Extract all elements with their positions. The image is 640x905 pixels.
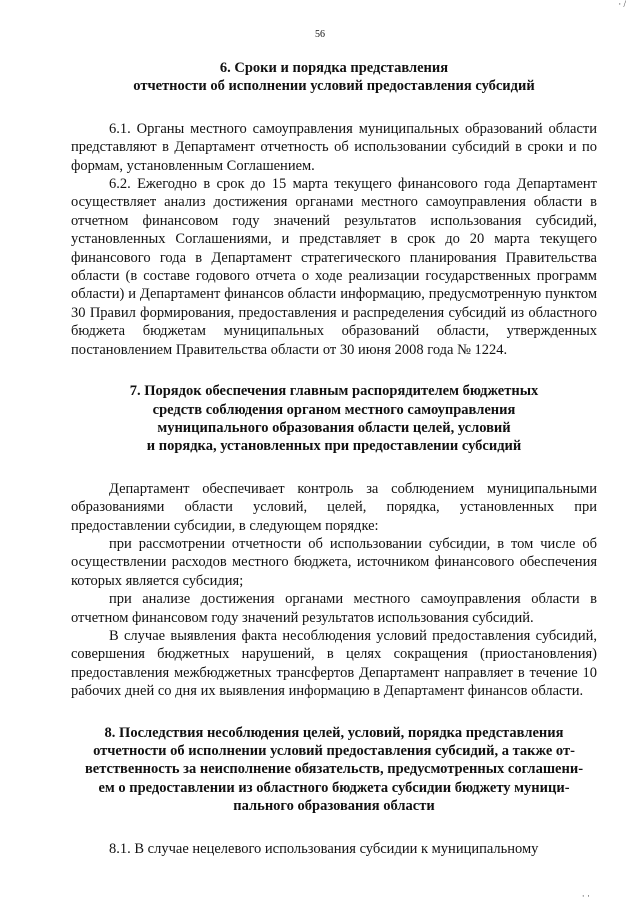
section-6-heading-line: отчетности об исполнении условий предоставления субсидий — [133, 78, 535, 95]
paragraph-7-item-reporting: при рассмотрении отчетности об использовании субсидии, в том числе об осуществлении расходов местного бюджета, источником финансового обеспечения которых является субсидия; — [71, 535, 597, 589]
section-8-heading-line: пального образования области — [233, 798, 435, 815]
section-8-heading-line: отчетности об исполнении условий предоставления субсидий, а также от- — [93, 743, 575, 759]
section-7-heading — [71, 382, 597, 456]
paragraph-7-violations: В случае выявления факта несоблюдения условий предоставления субсидий, совершения бюджетных нарушений, в целях сокращения (приостановления) предоставления межбюджетных трансфертов Департамент направляет в течение 10 рабочих дней со дня их выявления информацию в Департамент финансов области. — [71, 627, 597, 700]
section-8-heading-line: 8. Последствия несоблюдения целей, условий, порядка представления — [104, 724, 564, 741]
paragraph-6-1: 6.1. Органы местного самоуправления муниципальных образований области представляют в Департамент отчетность об использовании субсидий в сроки и по формам, установленным Соглашением. — [71, 120, 597, 174]
document-content — [71, 59, 597, 858]
paragraph-8-1: 8.1. В случае нецелевого использования субсидии к муниципальному — [109, 840, 539, 857]
section-7-heading-line: 7. Порядок обеспечения главным распорядителем бюджетных — [129, 383, 539, 400]
paragraph-6-2: 6.2. Ежегодно в срок до 15 марта текущего финансового года Департамент осуществляет анализ достижения органами местного самоуправления области в отчетном финансовом году значений результатов использования субсидий, установленных Соглашениями, и представляет в срок до 20 марта текущего финансового года в Департамент стратегического планирования Правительства области (в составе годового отчета о ходе реализации государственных программ области) и Департамент финансов области информацию, предусмотренную пунктом 30 Правил формирования, предоставления и распределения субсидий из областного бюджета бюджетам муниципальных образований области, утвержденных постановлением Правительства области от 30 июня 2008 года № 1224. — [71, 176, 597, 358]
section-7-heading-line: и порядка, установленных при предоставлении субсидий — [146, 438, 522, 455]
paragraph-7-item-analysis: при анализе достижения органами местного самоуправления области в отчетном финансовом году значений результатов использования субсидий. — [71, 591, 597, 626]
paragraph-7-intro: Департамент обеспечивает контроль за соблюдением муниципальными образованиями области условий, целей, порядка, установленных при предоставлении субсидии, в следующем порядке: — [71, 480, 597, 534]
section-8-heading-line: ем о предоставлении из областного бюджета субсидии бюджету муници- — [98, 779, 570, 796]
section-8-heading-line: ветственность за неисполнение обязательств, предусмотренных соглашени- — [84, 761, 584, 778]
section-7-heading-line: муниципального образования области целей, условий — [157, 419, 511, 436]
section-6-heading — [71, 59, 597, 96]
section-7-heading-line: средств соблюдения органом местного самоуправления — [152, 401, 516, 418]
section-8-heading — [71, 724, 597, 816]
corner-mark-bottom: · · — [581, 891, 590, 901]
page-number: 56 — [315, 29, 325, 40]
corner-mark-top: · / — [618, 0, 626, 9]
section-6-heading-line: 6. Сроки и порядка представления — [219, 60, 449, 76]
